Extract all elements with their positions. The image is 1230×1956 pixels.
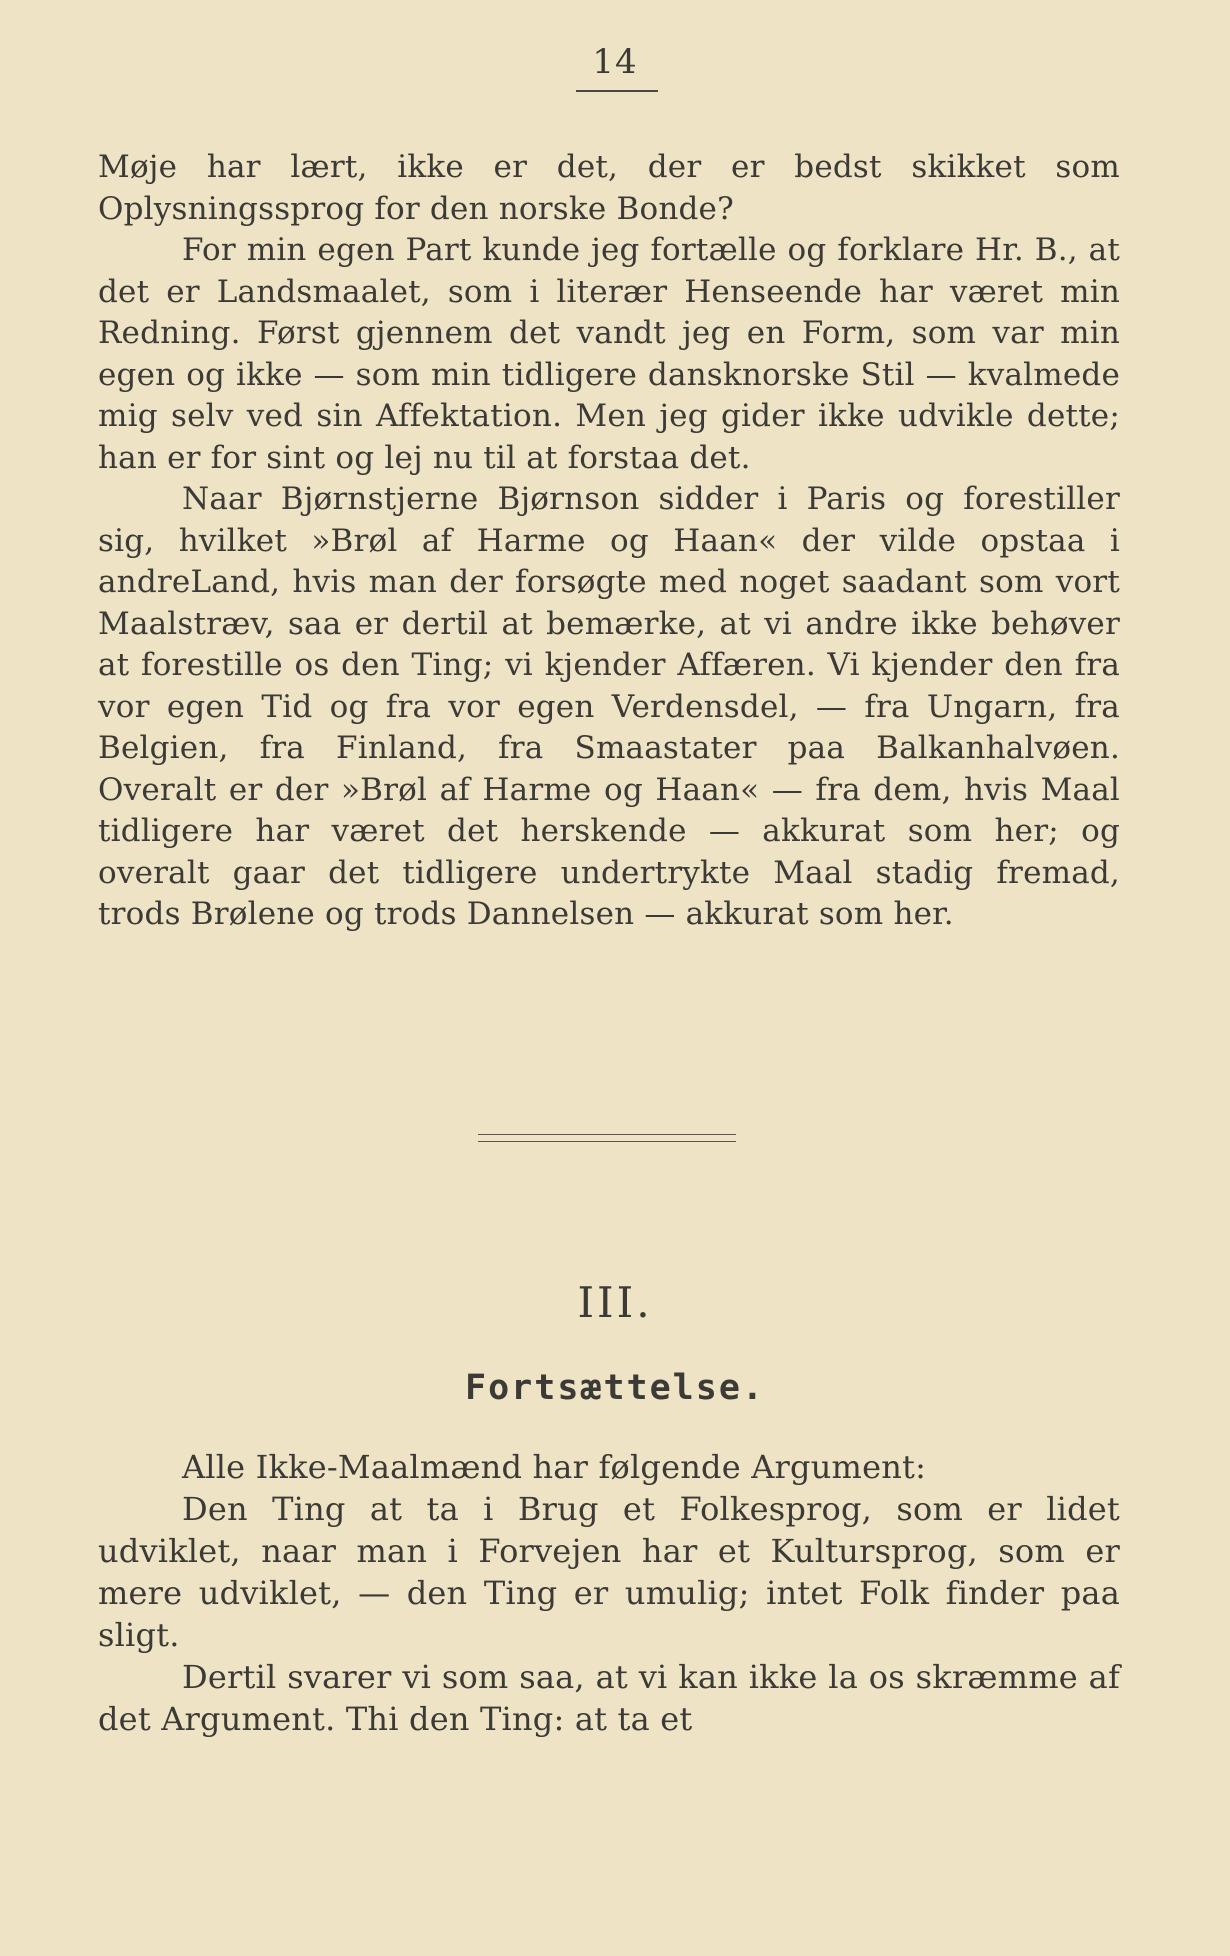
section-number: III. (577, 1278, 653, 1327)
section-title: Fortsættelse. (465, 1368, 765, 1408)
paragraph: Dertil svarer vi som saa, at vi kan ikke la os skræmme af det Argument. Thi den Ting: at ta et (98, 1658, 1120, 1738)
page-number-underline (576, 90, 658, 92)
page-number: 14 (592, 42, 638, 82)
text-block-bottom (98, 1446, 1120, 1740)
paragraph: Møje har lært, ikke er det, der er bedst skikket som Oplysningssprog for den norske Bonde? (98, 149, 1120, 227)
text-block-top (98, 147, 1120, 936)
paragraph: Alle Ikke-Maalmænd har følgende Argument: (182, 1448, 927, 1486)
section-divider (478, 1141, 736, 1142)
paragraph: For min egen Part kunde jeg fortælle og forklare Hr. B., at det er Landsmaalet, som i literær Henseende har været min Redning. Først gjennem det vandt jeg en Form, som var min egen og ikke — som min tidligere dansknorske Stil — kvalmede mig selv ved sin Affektation. Men jeg gider ikke udvikle dette; han er for sint og lej nu til at forstaa det. (98, 232, 1120, 476)
section-divider (478, 1134, 736, 1135)
paragraph: Naar Bjørnstjerne Bjørnson sidder i Paris og forestiller sig, hvilket »Brøl af Harme og Haan« der vilde opstaa i andreLand, hvis man der forsøgte med noget saadant som vort Maalstræv, saa er dertil at bemærke, at vi andre ikke behøver at forestille os den Ting; vi kjender Affæren. Vi kjender den fra vor egen Tid og fra vor egen Verdensdel, — fra Ungarn, fra Belgien, fra Finland, fra Smaastater paa Balkanhalvøen. Overalt er der »Brøl af Harme og Haan« — fra dem, hvis Maal tidligere har været det herskende — akkurat som her; og overalt gaar det tidligere undertrykte Maal stadig fremad, trods Brølene og trods Dannelsen — akkurat som her. (98, 481, 1120, 932)
paragraph: Den Ting at ta i Brug et Folkesprog, som er lidet udviklet, naar man i Forvejen har et Kultursprog, som er mere udviklet, — den Ting er umulig; intet Folk finder paa sligt. (98, 1490, 1120, 1654)
